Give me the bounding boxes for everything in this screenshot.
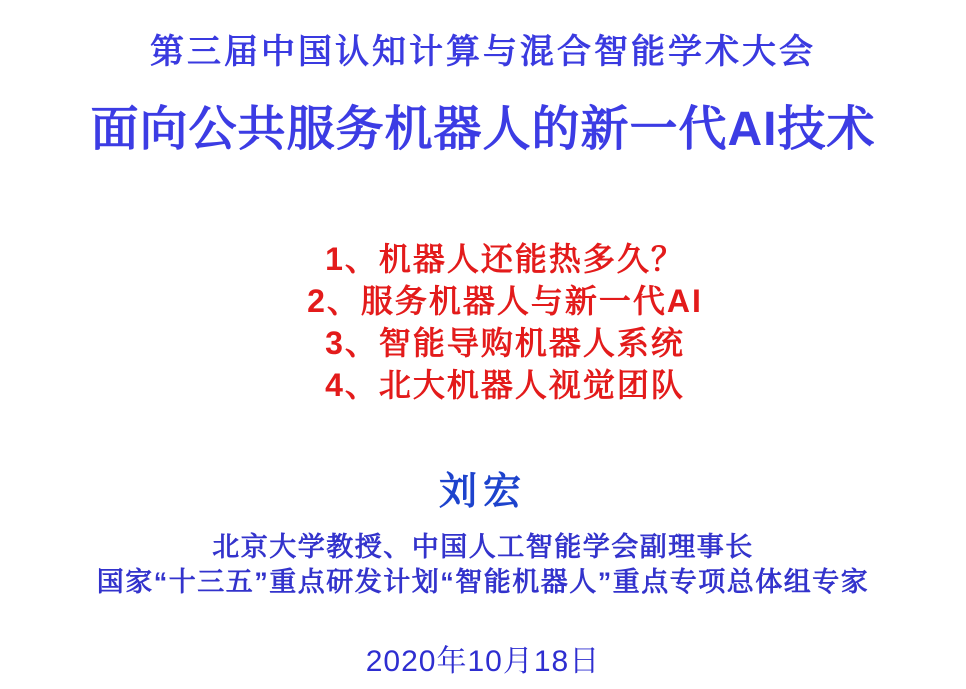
- topic-item-4: 4、北大机器人视觉团队: [325, 367, 685, 403]
- topic-item-1: 1、机器人还能热多久？: [325, 241, 685, 277]
- topic-item-3: 3、智能导购机器人系统: [325, 325, 685, 361]
- topic-list: [22, 238, 966, 406]
- conference-name: 第三届中国认知计算与混合智能学术大会: [150, 33, 816, 71]
- speaker-name: 刘宏: [438, 471, 527, 513]
- speaker-affiliation-line1: 北京大学教授、中国人工智能学会副理事长: [212, 532, 754, 562]
- topic-item-2: 2、服务机器人与新一代AI: [307, 283, 703, 319]
- presentation-date: 2020年10月18日: [365, 645, 601, 678]
- slide-title: 面向公共服务机器人的新一代AI技术: [90, 103, 876, 156]
- speaker-affiliation-line2: 国家“十三五”重点研发计划“智能机器人”重点专项总体组专家: [96, 567, 870, 597]
